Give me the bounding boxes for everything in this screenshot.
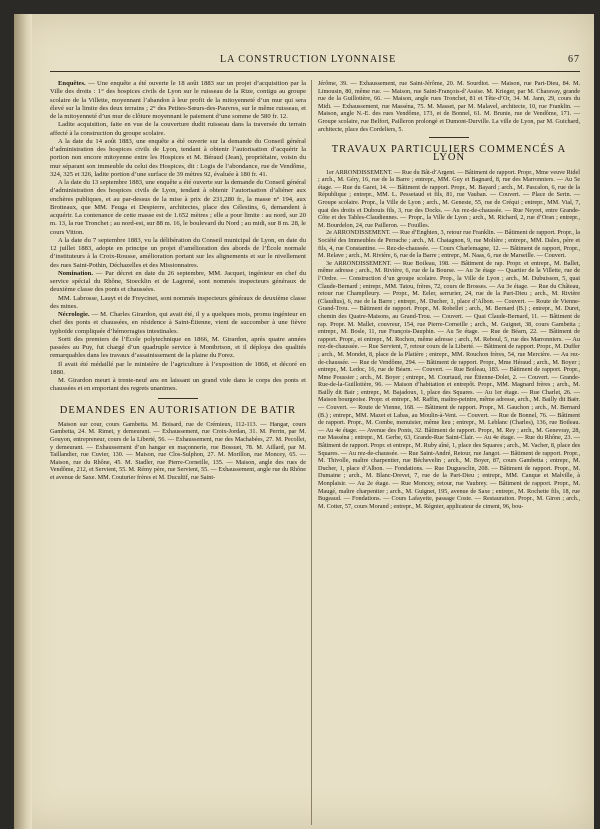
enquetes-label: Enquêtes. <box>58 80 86 87</box>
nomination-p2: MM. Labrosse, Lauyt et de Freycinet, sont nommés inspecteurs généraux de deuxième classe des mines. <box>50 294 306 310</box>
necrologie-label: Nécrologie. <box>58 311 90 318</box>
journal-title: LA CONSTRUCTION LYONNAISE <box>220 54 397 65</box>
page-number: 67 <box>568 54 580 65</box>
document-page <box>14 14 594 829</box>
travaux-heading: TRAVAUX PARTICULIERS COMMENCÉS A LYON <box>331 144 567 164</box>
nomination-paragraph <box>50 270 306 295</box>
necrologie-text: — M. Charles Girardon, qui avait été, il y a quelques mois, promu ingénieur en chef des ponts et chaussées, en résidence à Saint-Étienne, vient de succomber à une fièvre typhoïde compliquée d’hémorragies intestinales. <box>50 311 306 335</box>
travaux-body <box>318 169 580 511</box>
necrologie-p3: Il avait été médaillé par le ministère de l’agriculture à l’exposition de 1868, et décoré en 1880. <box>50 360 306 376</box>
enquetes-text: — Une enquête a été ouverte le 18 août 1883 sur un projet d’acquisition par la Ville des droits : 1° des hospices civils de Lyon sur le ruisseau de la Rize, contigu au groupe scolaire de la Villette, moyennant l’abandon à leur profit de la mitoyenneté d’un mur qui sera élevé sur la limite des deux terrains ; 2° des Petites-Sœurs-des-Pauvres, sur le même ruisseau, et de la mitoyenneté d’un mur de clôture moyennant le paiement d’une somme de 580 fr. 12. <box>50 80 306 120</box>
travaux-arr-2: 2e ARRONDISSEMENT. — Rue d’Enghien, 3, retour rue Franklin. — Bâtiment de rapport. Propr., la Société des Immeubles de Perrache ; arch., M. Chatagnon, 9, rue Molière ; entrepr., MM. Dalex, père et fils, 4, rue Constantine. — Rez-de-chaussée. — Cours Charlemagne, 12. — Bâtiment de rapport, Propr., M. Relave ; arch., M. Rivière, 6, rue de la Barre ; entrepr., M. Naas, 6, rue de Marseille. — Couvert. <box>318 229 580 260</box>
right-column <box>318 80 580 510</box>
enquetes-paragraph <box>50 80 306 121</box>
column-separator <box>311 80 312 825</box>
header-rule <box>50 71 580 72</box>
demandes-text: Maison sur cour, cours Gambetta. M. Boisard, rue de Crémieux, 112-113. — Hangar, cours Gambetta, 24. M. Rimet, y demeurant. — Exhaussement, rue Croix-Jordan, 31. M. Perrin, par M. Gouyon, entrepreneur, cours de la Liberté, 56. — Exhaussement, rue des Machabées, 27. M. Pecollet, y demeurant. — Exhaussement d’un hangar en maçonnerie, rue Bossuet, 78. M. Aillard, par M. Taillandier, rue Cuvier, 130. — Maison, rue Clos-Sulphon, 27. M. Morillon, rue Moncey, 65. — Maison, rue du Rhône, 45. M. Stadler, rue Pierre-Corneille, 135. — Maison, angle des rues de Vendôme, 212, et Servient, 55. M. Rémy père, rue Servient, 55. — Exhaussement, angle rue du Rhône et avenue de Saxe. MM. Couturier frères et M. Ducultif, rue Saint- <box>50 420 306 481</box>
enquetes-p5: A la date du 7 septembre 1883, vu la délibération du Conseil municipal de Lyon, en date du 12 juillet 1883, adopte en principe un projet d’amélioration des abords de l’École normale d’instituteurs à la Croix-Rousse, amélioration portant sur les alignements et sur le nivellement des rues Saint-Pothin, Déchazelles et des Missionnaires. <box>50 236 306 269</box>
enquetes-p3: A la date du 14 août 1883, une enquête a été ouverte sur la demande du Conseil général d’administration des hospices civils de Lyon, tendant à obtenir l’autorisation d’acquérir la portion non encore mitoyenne entre les Hospices et M. Béraud (Jean), propriétaire, voisin du mur séparant son immeuble du celui des Hospices, dit : Logis de l’abondance, rue de Vendôme, 324, 325 et 326, ladite portion d’une surface de 39 mètres 92, évaluée à 180 fr. 41. <box>50 137 306 178</box>
nomination-text: — Par décret en date du 26 septembre, MM. Jacquet, ingénieur en chef du service spécial du Rhône, Stoecklin et de Lagrené, sont nommés inspecteurs généraux de deuxième classe des ponts et chaussées. <box>50 269 306 294</box>
necrologie-p2: Sorti des premiers de l’École polytechnique en 1866, M. Girardon, après quatre années passées au Puy, fut chargé d’un quadruple service à Montbrison, et il déploya des qualités remarquables dans les travaux d’assainissement de la plaine du Forez. <box>50 335 306 360</box>
left-column <box>50 80 306 482</box>
demandes-heading: DEMANDES EN AUTORISATION DE BATIR <box>59 404 297 416</box>
nomination-label: Nomination. <box>58 269 93 277</box>
necrologie-paragraph <box>50 311 306 336</box>
travaux-arr-3: 3e ARRONDISSEMENT. — Rue Boileau, 198. — Bâtiment de rap. Propr. et entrepr., M. Ballet, même adresse ; arch., M. Rivière, 6, rue de la Bourse. — Au 3e étage — Quartier de la Villette, rue de l’Ordre. — Construction d’un groupe scolaire. Prop., la Ville de Lyon ; arch., M. Dubuisson, 5, quai Claude-Bernard ; entrepr., MM. Tatou, frères, 72, cours de Brosses. — Au 3e étage. — Rue du Château, retour rue Champfleury. — Propr., M. Eeler, serrurier, 24, rue de la Part-Dieu ; arch., M. Rivière (Claudius), 6, rue de la Barre ; entrepr., M. Ducher, 1, place d’Albon. — Couvert. — Route de Vienne-Grand-Trou. — Bâtiment de rapport. Propr., M. Robellet ; arch., M. Bernard (B.) ; entrepr., M. Duret, chemin des Quatre-Maisons, au Grand-Trou. — Couvert. — Quai Claude-Bernard, 11. — Bâtiment de rap. Propr. M. Mallet, couvreur, 154, rue Pierre-Corneille ; arch., M. Guignet, 38, cours Gambetta ; entrepr., M. Bosle, 11, rue François-Dauphin. — Au 5e étage. — Rue de Béarn, 22. — Bâtiment de rapport. Propr., et entrepr., M. Rochon, même adresse ; arch., M. Reboul, 5, rue des Marronniers. — Au rez-de-chaussée. — Rue Servient, 7, retour cours de la Liberté. — Bâtiment de rapport. Propr., M. Duffer ; arch., M. Mondet, 8, place de la Platière ; entrepr., MM. Rouchon frères, 54, rue Mercière. — Au rez-de-chaussée. — Rue de Vendôme, 294. — Bâtiment de rapport. Propr., Mme Héraud ; arch., M. Boyer ; entrepr., M. Ledoc, 16, rue de Béarn. — Couvert. — Rue Boileau, 183. — Bâtiment de rapport. Propr., Mme Poussier ; arch., M. Boyer ; entrepr., M. Courtaud, rue Étienne-Dolet, 2. — Couvert. — Grande-Rue-de-la-Guillotière, 96. — Maison d’habitation et entrepôt. Propr., MM. Magnard frères ; arch., M. Bailly dit Bair ; entrepr., M. Bajadoux, 1, place des Squares. — Au 1er étage. — Rue Charlet, 26. — Maison bourgeoise. Propr. et entrepr., M. Raffin, maître-peintre, même adresse, arch., M. Bailly dit Baër. — Couvert. — Route de Vienne, 168. — Bâtiment de rapport. Propr., M. Gauchon ; arch., M. Bernard (B.) ; entrepr., MM. Mazet et Labas, au Moulin-à-Vent. — Couvert. — Rue de Bonnel, 76. — Bâtiment de rapport. Propr., M. Combe, menuisier, même lieu ; entrepr., M. Leblanc (Charles), 136, rue Boileau. — Au 4e étage. — Avenue des Ponts, 32. Bâtiment de rapport. Propr., M. Rey ; arch., M. Genevray, 28, rue Masséna ; entrepr., M. Gerbe, 63, Grande-Rue Saint-Clair. — Au 4e étage. — Rue du Rhône, 23. — Bâtiment de rapport. Propr. et entrepr., M. Ruby aîné, 1, place des Squares ; arch., M. Vacher, 8, place des Squares. — Au rez-de-chaussée. — Rue Saint-André, Retour, rue Jangot. — Bâtiment de rapport. Propr., M. Thivolle, maître charpentier, rue Béchevelin ; arch., M. Boyer, 87, cours Gambetta ; entrepr., M. Ducher, 1, place d’Albon. — Fondations. — Rue Duguesclin, 208. — Bâtiment de rapport. Propr., M. Dumaine ; arch., M. Blanc-Drevet, 7, rue de la Part-Dieu ; entrepr., MM. Canque et Malville, à Monplaisir. — Au 2e étage. — Rue Moncey, retour, rue Vaubrey. — Bâtiment de rapport. Propr., M. Maugé, maître charpentier ; arch., M. Guignet, 195, avenue de Saxe ; entrepr., M. Rochette fils, 18, rue Bugeaud. — Fondations. — Cours Lafayette, passage Coste. — Restauration. Propr., M. Giron ; arch., M. Cotter, 57, cours Morand ; entrepr., M. Régnier, applicateur de ciment, 96, bou- <box>318 259 580 510</box>
enquetes-p4: A la date du 13 septembre 1883, une enquête a été ouverte sur la demande du Conseil général d’administration des hospices civils de Lyon, tendant à obtenir l’autorisation d’aliéner aux enchères publiques, et au par-dessus de la mise à prix de 231,280 fr., la masse n° 194, aux Brotteaux, que MM. Feuga et Despierre, architectes, place des Célestins, 6, demandent à acquérir. La contenance de cette masse est de 1.652 mètres ; elle a pour limite : au nord, sur 20 m. 13, la rue Tronchet ; au nord-est, sur 88 m. 16, le boulevard du Nord ; au midi, sur 8 m. 28, le cours Vitton. <box>50 179 306 236</box>
section-rule-2 <box>429 137 469 138</box>
demandes-continued: Jérôme, 39. — Exhaussement, rue Saint-Jérôme, 20. M. Sourdiot. — Maison, rue Part-Dieu, 84. M. Limousin, 80, même rue. — Maison, rue Saint-François-d’Assise. M. Krieger, par M. Charavay, grande rue de la Guillotière, 66. — Maison, angle rues Tronchet, 81 et Tête-d’Or, 34. M. Jann, 29, cours du Midi. — Exhaussement, rue Masséna, 75. M. Masset, par M. Malavel, architecte, 10, rue Franklin. — Maison, angle N.-E. des rues Vendôme, 173, et de Bonnel, 61. M. Brunie, rue de Vendôme, 171. — Groupe scolaire, rue Belfort, Pailleron prolongé et Dumont-Durville. La ville de Lyon, par M. Guichard, architecte, place des Cordeliers, 5. <box>318 80 580 133</box>
necrologie-p4: M. Girardon meurt à trente-neuf ans en laissant un grand vide dans le corps des ponts et chaussées et en emportant des regrets unanimes. <box>50 377 306 393</box>
running-header <box>50 54 580 68</box>
binding-gutter <box>14 14 32 829</box>
travaux-arr-1: 1er ARRONDISSEMENT. — Rue du Bât-d’Argent. — Bâtiment de rapport. Propr., Mme veuve Ridel ; arch., M. Géry, 16, rue de la Barre ; entrepr., MM. Guy et Bagnard, 8, rue des Marronniers. — Au 5e étage. — Rue du Garet, 14. — Bâtiment de rapport. Propr., M. Bayard ; arch., M. Pascalon, 6, rue de la République ; entrepr., MM. L. Pessetaud et fils, 81, rue Vauban. — Couvert. — Place de Serin. — Groupe scolaire. Propr., la Ville de Lyon ; arch., M. Geneste, 55, rue de Créqui ; entrepr., MM. Vial, 7, quai des droits et Dubouis fils, 3, rue des Docks. — Au rez-de-chaussée. — Rue Neyret, entre Grande-Côte et des Tables-Claudiennes. — Propr., la Ville de Lyon ; arch., M. Richard, 2, rue d’Oran ; entrepr., M. Bourdelon, 24, rue Pailleron. — Fouilles. <box>318 168 580 229</box>
section-rule <box>158 398 198 399</box>
enquetes-p2: Ladite acquisition, faite en vue de la couverture dudit ruisseau dans la traversée du terrain affecté à la construction du groupe scolaire. <box>50 121 306 137</box>
